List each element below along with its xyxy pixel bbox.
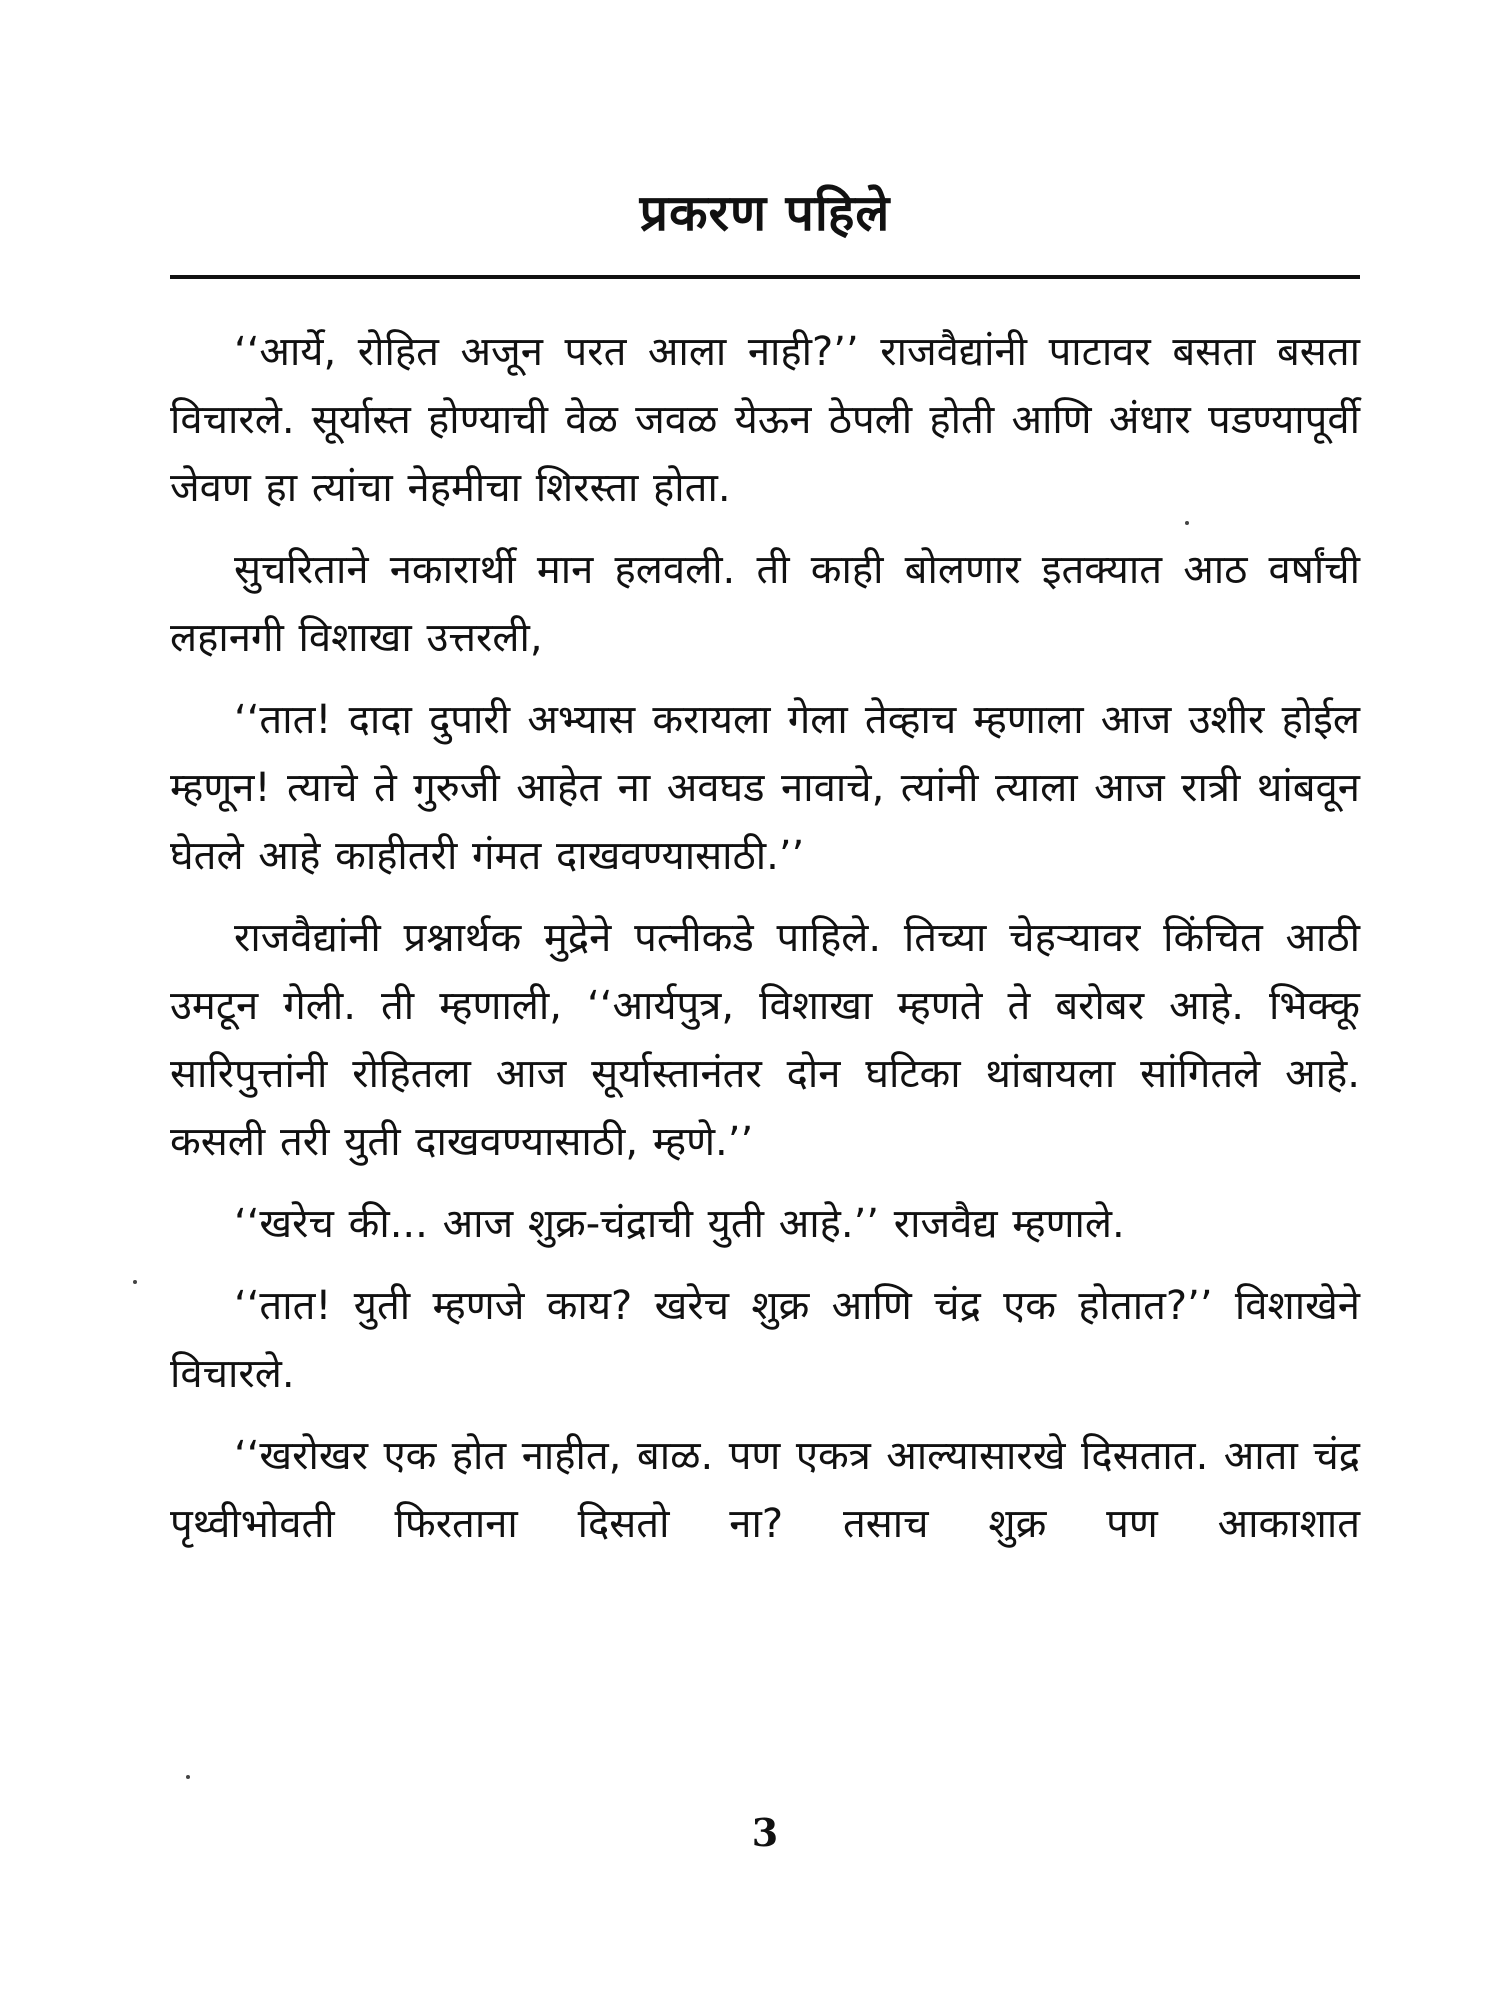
- scan-speck: [133, 1280, 137, 1284]
- paragraph-7: ‘‘खरोखर एक होत नाहीत, बाळ. पण एकत्र आल्यासारखे दिसतात. आता चंद्र पृथ्वीभोवती फिरताना दिसतो ना? तसाच शुक्र पण आकाशात: [170, 1433, 1360, 1547]
- paragraph-4: राजवैद्यांनी प्रश्नार्थक मुद्रेने पत्नीकडे पाहिले. तिच्या चेहऱ्यावर किंचित आठी उमटून गेली. ती म्हणाली, ‘‘आर्यपुत्र, विशाखा म्हणते ते बरोबर आहे. भिक्कू सारिपुत्तांनी रोहितला आज सूर्यास्तानंतर दोन घटिका थांबायला सांगितले आहे. कसली तरी युती दाखवण्यासाठी, म्हणे.’’: [170, 915, 1360, 1165]
- chapter-title: प्रकरण पहिले: [639, 184, 891, 242]
- page-number: 3: [751, 1810, 779, 1855]
- body-text: [170, 318, 1360, 1572]
- scan-speck: [1185, 521, 1189, 525]
- paragraph-3: ‘‘तात! दादा दुपारी अभ्यास करायला गेला तेव्हाच म्हणाला आज उशीर होईल म्हणून! त्याचे ते गुरुजी आहेत ना अवघड नावाचे, त्यांनी त्याला आज रात्री थांबवून घेतले आहे काहीतरी गंमत दाखवण्यासाठी.’’: [170, 697, 1360, 879]
- paragraph-2: सुचरिताने नकारार्थी मान हलवली. ती काही बोलणार इतक्यात आठ वर्षांची लहानगी विशाखा उत्तरली,: [170, 547, 1360, 661]
- paragraph-6: ‘‘तात! युती म्हणजे काय? खरेच शुक्र आणि चंद्र एक होतात?’’ विशाखेने विचारले.: [170, 1283, 1360, 1397]
- scan-speck: [186, 1775, 190, 1779]
- title-divider: [170, 275, 1360, 279]
- paragraph-1: ‘‘आर्ये, रोहित अजून परत आला नाही?’’ राजवैद्यांनी पाटावर बसता बसता विचारले. सूर्यास्त होण्याची वेळ जवळ येऊन ठेपली होती आणि अंधार पडण्यापूर्वी जेवण हा त्यांचा नेहमीचा शिरस्ता होता.: [170, 329, 1360, 511]
- paragraph-5: ‘‘खरेच की... आज शुक्र-चंद्राची युती आहे.’’ राजवैद्य म्हणाले.: [234, 1201, 1125, 1247]
